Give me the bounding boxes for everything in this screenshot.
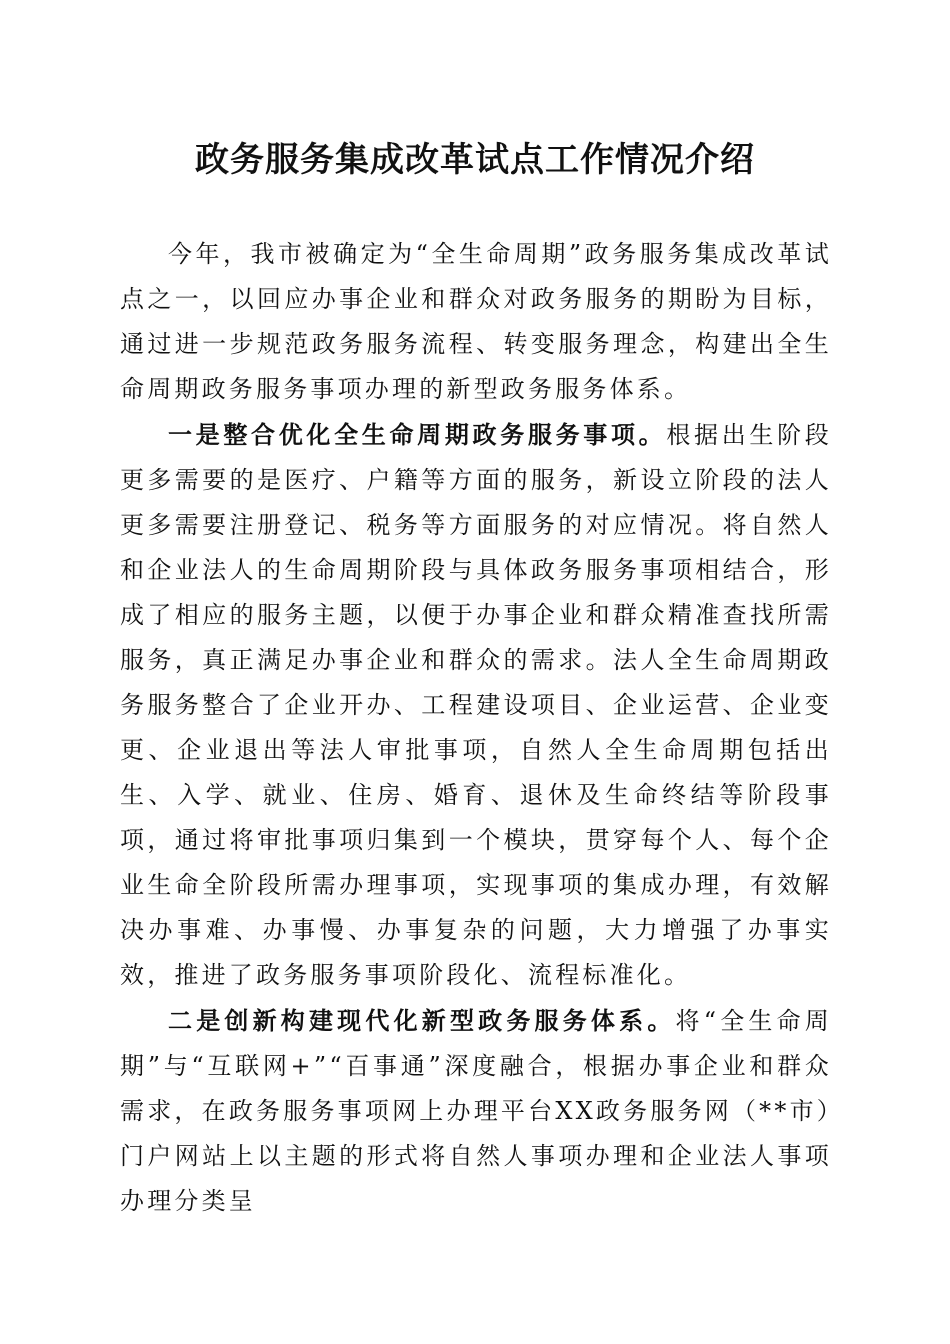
paragraph-text: 将“全生命周期”与“互联网+”“百事通”深度融合，根据办事企业和群众需求，在政务服务事项网上办理平台XX政务服务网（**市）门户网站上以主题的形式将自然人事项办理和企业法人事项办理分类呈 <box>120 1007 832 1215</box>
paragraph-point-one <box>120 412 832 998</box>
paragraph-text: 根据出生阶段更多需要的是医疗、户籍等方面的服务，新设立阶段的法人更多需要注册登记、税务等方面服务的对应情况。将自然人和企业法人的生命周期阶段与具体政务服务事项相结合，形成了相应的服务主题，以便于办事企业和群众精准查找所需服务，真正满足办事企业和群众的需求。法人全生命周期政务服务整合了企业开办、工程建设项目、企业运营、企业变更、企业退出等法人审批事项，自然人全生命周期包括出生、入学、就业、住房、婚育、退休及生命终结等阶段事项，通过将审批事项归集到一个模块，贯穿每个人、每个企业生命全阶段所需办理事项，实现事项的集成办理，有效解决办事难、办事慢、办事复杂的问题，大力增强了办事实效，推进了政务服务事项阶段化、流程标准化。 <box>120 421 832 989</box>
paragraph-text: 今年，我市被确定为“全生命周期”政务服务集成改革试点之一，以回应办事企业和群众对政务服务的期盼为目标，通过进一步规范政务服务流程、转变服务理念，构建出全生命周期政务服务事项办理的新型政务服务体系。 <box>120 240 832 403</box>
paragraph-lead: 一是整合优化全生命周期政务服务事项。 <box>168 420 667 449</box>
paragraph-point-two <box>120 998 832 1224</box>
paragraph-intro <box>120 232 832 412</box>
paragraph-lead: 二是创新构建现代化新型政务服务体系。 <box>168 1006 676 1035</box>
document-body <box>120 232 832 1224</box>
document-title: 政务服务集成改革试点工作情况介绍 <box>195 140 755 180</box>
